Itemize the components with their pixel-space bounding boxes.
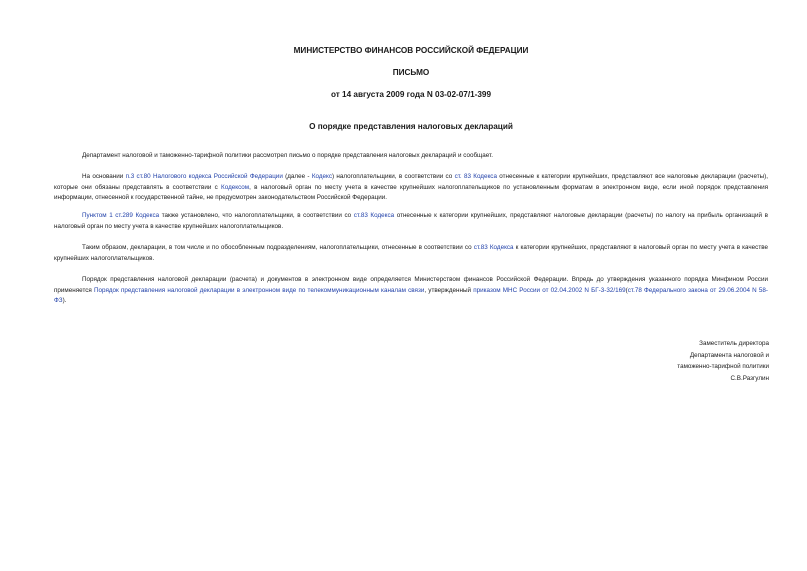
text: ). bbox=[62, 297, 67, 304]
signature-name: С.В.Разгулин bbox=[730, 374, 769, 382]
paragraph-1-text: Департамент налоговой и таможенно-тарифной политики рассмотрел письмо о порядке представления налоговых деклараций и сообщает. bbox=[82, 152, 493, 159]
text: ( bbox=[625, 286, 628, 294]
link-code[interactable]: Кодекс bbox=[311, 173, 332, 180]
text: ) налогоплательщики, в соответствии со bbox=[332, 173, 455, 180]
paragraph-3 bbox=[54, 211, 768, 232]
link-article-83[interactable]: ст.83 Кодекса bbox=[353, 212, 395, 219]
paragraph-2 bbox=[54, 172, 768, 204]
text: Порядок представления налоговой декларации (расчета) и документов в электронном виде определяется Министерством финансов Российской Федерации. Впредь до утверждения указанного порядка Минфином России применяется bbox=[54, 276, 768, 294]
text: , утвержденный bbox=[424, 286, 474, 294]
document-type: ПИСЬМО bbox=[392, 68, 430, 77]
link-article-80[interactable]: п.3 ст.80 Налогового кодекса Российской Федерации bbox=[125, 173, 283, 180]
text: , в налоговый орган по месту учета в качестве крупнейших налогоплательщиков по установленным форматам в электронном виде, если иной порядок представления информации, отнесенной к государственной тайне, не предусмотрен законодательством Российской Федерации. bbox=[54, 183, 768, 201]
link-telecom-procedure[interactable]: Порядок представления налоговой декларации в электронном виде по телекоммуникационным каналам связи bbox=[94, 286, 425, 294]
text: к категории крупнейших, представляют в налоговый орган по месту учета в качестве крупнейших налогоплательщиков. bbox=[54, 244, 768, 262]
document-subject: О порядке представления налоговых деклараций bbox=[309, 122, 513, 131]
text: также установлено, что налогоплательщики, в соответствии со bbox=[159, 212, 354, 219]
ministry-title: МИНИСТЕРСТВО ФИНАНСОВ РОССИЙСКОЙ ФЕДЕРАЦИИ bbox=[293, 46, 529, 55]
link-mns-order[interactable]: приказом МНС России от 02.04.2002 N БГ-3-32/169 bbox=[473, 286, 626, 294]
paragraph-1 bbox=[54, 151, 768, 162]
link-code-2[interactable]: Кодексом bbox=[221, 183, 250, 191]
signature-department-cont: таможенно-тарифной политики bbox=[677, 363, 769, 370]
text: отнесенные к категории крупнейших, представляют налоговые декларации (расчеты) по налогу на прибыль организаций в налоговый орган по месту учета в качестве крупнейших налогоплательщиков. bbox=[54, 212, 768, 230]
signature-position: Заместитель директора bbox=[699, 340, 769, 347]
text: Таким образом, декларации, в том числе и по обособленным подразделениям, налогоплательщики, отнесенные в соответствии со bbox=[82, 244, 474, 251]
link-article-289[interactable]: Пунктом 1 ст.289 Кодекса bbox=[82, 212, 160, 219]
document-date-number: от 14 августа 2009 года N 03-02-07/1-399 bbox=[330, 90, 492, 99]
text: отнесенные к категории крупнейших, представляют все налоговые декларации (расчеты), которые они обязаны представлять в соответствии с bbox=[54, 173, 768, 191]
text: На основании bbox=[82, 173, 126, 180]
signature-block bbox=[677, 338, 769, 384]
paragraph-4 bbox=[54, 243, 768, 264]
text: (далее - bbox=[282, 173, 312, 180]
link-article-83[interactable]: ст.83 Кодекса bbox=[473, 244, 514, 251]
paragraph-5 bbox=[54, 275, 768, 307]
link-article-83[interactable]: ст. 83 Кодекса bbox=[454, 173, 497, 180]
link-federal-law-58[interactable]: ст.78 Федерального закона от 29.06.2004 N 58-ФЗ bbox=[54, 286, 768, 304]
signature-department: Департамента налоговой и bbox=[689, 351, 769, 359]
